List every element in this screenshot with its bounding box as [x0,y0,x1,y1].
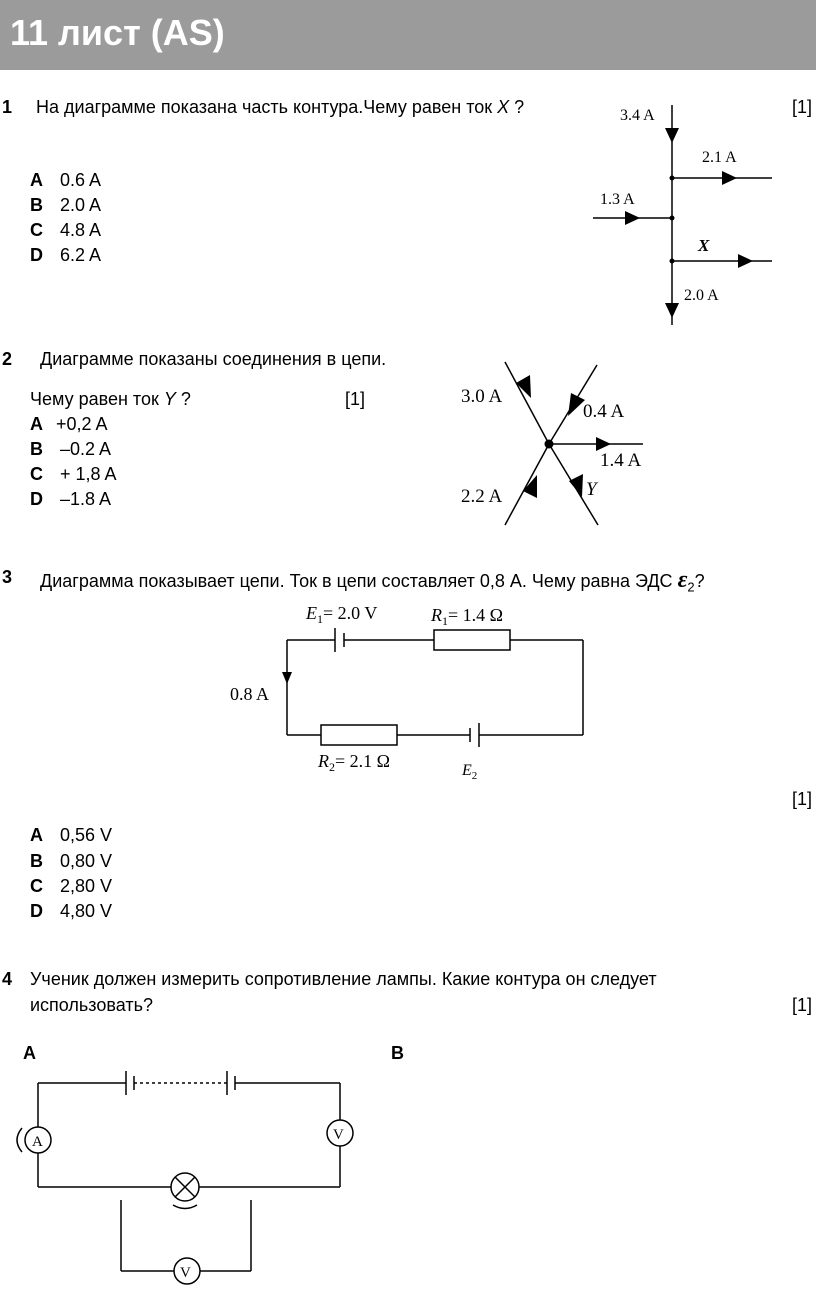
q1-marks: [1] [792,97,813,117]
q1-option-c-value: 4.8 A [60,220,102,240]
q2-option-a-value: +0,2 A [56,414,108,434]
voltmeter-icon: V [333,1127,344,1143]
q1-option-a-value: 0.6 A [60,170,102,190]
q2-option-a-letter: A [30,414,43,434]
q2-text: Диаграмме показаны соединения в цепи. [40,349,387,369]
q2-option-c-letter: C [30,464,43,484]
q3-option-c-value: 2,80 V [60,876,113,896]
ammeter-icon: A [32,1134,43,1150]
q3-number: 3 [2,567,13,587]
q2-label-upper-right: 0.4 A [583,401,625,422]
q4-marks: [1] [792,995,813,1015]
q3-option-b-letter: B [30,851,43,871]
q1-number: 1 [2,97,13,117]
q2-option-c-value: + 1,8 A [60,464,117,484]
q2-label-right: 1.4 A [600,450,642,471]
q4-text-line1: Ученик должен измерить сопротивление лампы. Какие контура он следует [30,969,657,989]
q3-current-label: 0.8 A [230,684,270,704]
q1-label-right-top: 2.1 A [702,149,737,166]
q1-label-bottom: 2.0 A [684,287,719,304]
q3-option-a-letter: A [30,825,43,845]
q3-option-a-value: 0,56 V [60,825,113,845]
q4-text-line2: использовать? [30,995,153,1015]
q1-option-c-letter: C [30,220,43,240]
q4-option-a-letter: A [23,1043,36,1063]
q2-question: Чему равен ток Y ? [30,389,191,409]
q3-r1-label: $R_1= 1.4$ Ω [431,605,504,628]
q3-option-d-letter: D [30,901,43,921]
q3-option-d-value: 4,80 V [60,901,113,921]
q1-option-b-value: 2.0 A [60,195,102,215]
q1-option-b-letter: B [30,195,43,215]
q2-label-lower-left: 2.2 A [461,486,503,507]
q3-option-b-value: 0,80 V [60,851,113,871]
q1-text: На диаграмме показана часть контура.Чему равен ток X ? [36,97,525,117]
voltmeter-icon: V [180,1265,191,1281]
q1-option-a-letter: A [30,170,43,190]
q1-option-d-value: 6.2 A [60,245,102,265]
q3-marks: [1] [792,789,813,809]
q3-text: Диаграмма показывает цепи. Ток в цепи составляет 0,8 А. Чему равна ЭДС $\varepsilon_2$? [40,567,705,595]
q3-option-c-letter: C [30,876,43,896]
q2-marks: [1] [345,389,366,409]
q1-option-d-letter: D [30,245,43,265]
q1-label-unknown: X [698,236,710,255]
q2-label-upper-left: 3.0 A [461,386,503,407]
q2-option-b-letter: B [30,439,43,459]
q3-r2-label: $R_2= 2.1$ Ω [318,751,391,774]
q4-option-b-letter: B [391,1043,404,1063]
q2-option-d-value: –1.8 A [60,489,112,509]
q2-number: 2 [2,349,13,369]
q3-e2-label: $E_2$ [462,762,478,782]
q4-number: 4 [2,969,13,989]
q2-option-b-value: –0.2 A [60,439,112,459]
q2-label-unknown: Y [586,479,597,500]
q3-e1-label: $E_1= 2.0$ V [306,603,378,626]
q1-label-left-in: 1.3 A [600,191,635,208]
q3-emf-symbol: ε [677,567,688,593]
q2-option-d-letter: D [30,489,43,509]
page-title: 11 лист (AS) [10,12,225,53]
q1-label-top: 3.4 A [620,107,655,124]
